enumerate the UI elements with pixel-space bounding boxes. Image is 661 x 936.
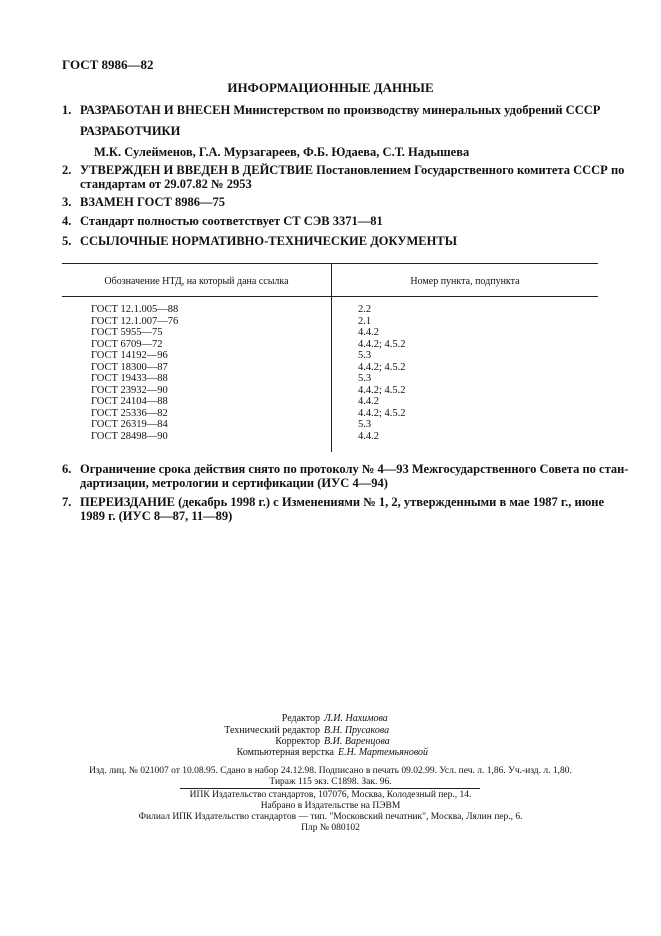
item-1-num: 1. [62,103,72,117]
developers-names: М.К. Сулейменов, Г.А. Мурзагареев, Ф.Б. Юдаева, С.Т. Надышева [94,145,470,159]
table-cell-clause: 4.4.2 [358,430,379,442]
table-cell-ntd: ГОСТ 5955—75 [91,327,163,338]
imprint-rule [180,788,480,789]
publisher-line: ИПК Издательство стандартов, 107076, Москва, Колодезный пер., 14. [189,790,472,800]
item-3-text: ВЗАМЕН ГОСТ 8986—75 [80,195,225,209]
credit-role: Редактор [281,713,320,724]
publisher-line: Филиал ИПК Издательство стандартов — тип. "Московский печатник", Москва, Лялин пер., 6. [138,812,523,822]
credit-name: В.И. Варенцова [324,736,390,747]
item-2-num: 2. [62,163,72,177]
publisher-line: Плр № 080102 [301,823,360,833]
table-cell-ntd: ГОСТ 24104—88 [91,396,168,407]
item-2-line2: стандартам от 29.07.82 № 2953 [80,177,252,191]
table-cell-clause: 4.4.2 [358,396,379,407]
table-cell-clause: 5.3 [358,419,372,430]
table-cell-ntd: ГОСТ 18300—87 [91,361,168,373]
table-cell-ntd: ГОСТ 26319—84 [91,419,168,430]
doc-code: ГОСТ 8986—82 [62,57,154,72]
item-7-line2: 1989 г. (ИУС 8—87, 11—89) [80,509,233,523]
page-title: ИНФОРМАЦИОННЫЕ ДАННЫЕ [227,80,434,95]
item-3-num: 3. [62,195,72,209]
col-header-clause: Номер пункта, подпункта [410,276,520,287]
item-5-text: ССЫЛОЧНЫЕ НОРМАТИВНО-ТЕХНИЧЕСКИЕ ДОКУМЕНТЫ [80,234,457,248]
table-cell-ntd: ГОСТ 19433—88 [91,373,168,384]
item-6-line2: дартизации, метрологии и сертификации (ИУС 4—94) [80,476,388,490]
table-cell-clause: 5.3 [358,350,372,361]
col-header-ntd: Обозначение НТД, на который дана ссылка [104,276,289,287]
item-2-line1: УТВЕРЖДЕН И ВВЕДЕН В ДЕЙСТВИЕ Постановлением Государственного комитета СССР по [80,163,625,177]
developers-label: РАЗРАБОТЧИКИ [80,124,181,138]
table-header-rule [62,296,598,297]
table-cell-ntd: ГОСТ 14192—96 [91,350,168,361]
credit-role: Корректор [275,736,320,747]
credit-name: Е.Н. Мартемьяновой [338,747,429,758]
credit-role: Технический редактор [224,725,320,736]
item-7-num: 7. [62,495,72,509]
item-4-text: Стандарт полностью соответствует СТ СЭВ 3371—81 [80,214,383,228]
item-7-line1: ПЕРЕИЗДАНИЕ (декабрь 1998 г.) с Изменениями № 1, 2, утвержденными в мае 1987 г., июне [80,495,604,509]
item-6-num: 6. [62,462,72,476]
table-cell-clause: 4.4.2; 4.5.2 [358,361,406,373]
table-cell-ntd: ГОСТ 6709—72 [91,338,163,350]
table-cell-ntd: ГОСТ 28498—90 [91,430,168,442]
table-cell-ntd: ГОСТ 12.1.005—88 [91,304,179,315]
credit-name: Л.И. Нахимова [324,713,388,724]
table-cell-ntd: ГОСТ 23932—90 [91,384,168,396]
table-cell-clause: 2.2 [358,304,372,315]
imprint-line-2: Тираж 115 экз. С1898. Зак. 96. [269,777,392,787]
table-cell-clause: 4.4.2 [358,327,379,338]
item-5-num: 5. [62,234,72,248]
item-1-text: РАЗРАБОТАН И ВНЕСЕН Министерством по производству минеральных удобрений СССР [80,103,601,117]
table-cell-clause: 4.4.2; 4.5.2 [358,407,406,419]
item-6-line1: Ограничение срока действия снято по протоколу № 4—93 Межгосударственного Совета по стан- [80,462,629,476]
credit-name: В.Н. Прусакова [324,725,390,736]
table-cell-clause: 2.1 [358,315,372,327]
table-cell-ntd: ГОСТ 25336—82 [91,407,168,419]
table-cell-clause: 4.4.2; 4.5.2 [358,384,406,396]
publisher-line: Набрано в Издательстве на ПЭВМ [260,801,401,811]
table-top-rule [62,263,598,264]
item-4-num: 4. [62,214,72,228]
imprint-line-1: Изд. лиц. № 021007 от 10.08.95. Сдано в набор 24.12.98. Подписано в печать 09.02.99. Усл. печ. л. 1,86. Уч.-изд. л. 1,80. [89,766,572,776]
table-cell-clause: 4.4.2; 4.5.2 [358,338,406,350]
table-cell-ntd: ГОСТ 12.1.007—76 [91,315,179,327]
credit-role: Компьютерная верстка [236,747,334,758]
table-column-divider [331,263,332,452]
table-cell-clause: 5.3 [358,373,372,384]
